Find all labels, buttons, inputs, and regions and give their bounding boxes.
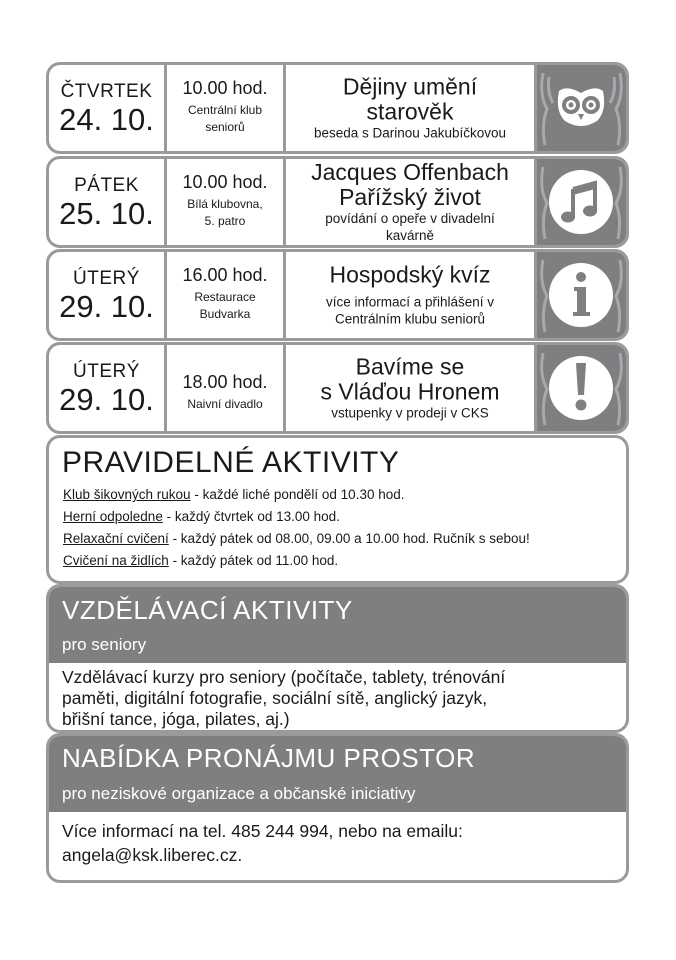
owl-icon <box>537 65 626 151</box>
event-place <box>167 396 283 413</box>
event-description: kavárně <box>385 228 435 243</box>
event-day: PÁTEK <box>74 175 139 196</box>
event-description: povídání o opeře v divadelní <box>325 211 495 226</box>
event-info-cell <box>286 252 537 338</box>
event-day: ČTVRTEK <box>60 81 153 102</box>
event-title-line: s Vláďou Hronem <box>320 378 500 405</box>
activity-name: Klub šikovných rukou <box>63 487 191 502</box>
event-place <box>167 102 283 136</box>
event-icon-cell <box>537 345 626 431</box>
event-title-line: Bavíme se <box>355 353 465 380</box>
event-title-line: Dějiny umění <box>342 73 478 100</box>
event-info-cell <box>286 159 537 245</box>
event-time-cell <box>167 252 286 338</box>
event-place-line: Naivní divadlo <box>187 397 263 411</box>
activity-schedule: - každý pátek od 08.00, 09.00 a 10.00 hod. Ručník s sebou! <box>168 531 530 546</box>
event-time-cell <box>167 159 286 245</box>
event-description: beseda s Darinou Jakubíčkovou <box>313 125 507 141</box>
section-title: VZDĚLÁVACÍ AKTIVITY <box>62 595 353 625</box>
event-date-cell <box>49 345 167 431</box>
event-time: 10.00 hod. <box>182 78 268 98</box>
event-place-line: Centrální klub <box>187 103 263 117</box>
event-info-cell <box>286 65 537 151</box>
event-date-cell <box>49 252 167 338</box>
event-place-line: 5. patro <box>204 214 246 228</box>
exclamation-icon <box>537 345 626 431</box>
section-subtitle: pro neziskové organizace a občanské iniciativy <box>62 784 416 803</box>
body-line: Vzdělávací kurzy pro seniory (počítače, tablety, trénování <box>62 667 506 687</box>
activity-item <box>63 530 530 548</box>
event-icon-cell <box>537 65 626 151</box>
activity-item <box>63 508 340 526</box>
event-place <box>167 196 283 230</box>
section-subtitle: pro seniory <box>62 635 147 654</box>
event-description: více informací a přihlášení v <box>325 294 495 310</box>
event-icon-cell <box>537 159 626 245</box>
section-title: NABÍDKA PRONÁJMU PROSTOR <box>62 743 476 773</box>
activity-item <box>63 552 338 570</box>
event-date: 24. 10. <box>59 102 154 137</box>
event-place <box>167 289 283 323</box>
event-title-line: starověk <box>366 98 454 125</box>
info-icon <box>537 252 626 338</box>
activity-schedule: - každý pátek od 11.00 hod. <box>168 553 339 568</box>
event-card <box>46 156 629 248</box>
event-time-cell <box>167 345 286 431</box>
activity-name: Cvičení na židlích <box>63 553 169 568</box>
section-body <box>62 819 616 867</box>
event-time: 16.00 hod. <box>182 265 268 285</box>
contact-email: angela@ksk.liberec.cz. <box>62 845 243 865</box>
event-title-line: Hospodský kvíz <box>329 261 491 288</box>
event-description: vstupenky v prodeji v CKS <box>331 405 489 421</box>
event-date: 25. 10. <box>59 196 154 231</box>
regular-activities-section <box>46 435 629 584</box>
event-title-line: Pařížský život <box>339 184 481 210</box>
event-card <box>46 249 629 341</box>
event-date: 29. 10. <box>59 382 154 417</box>
event-title-line: Jacques Offenbach <box>311 159 509 185</box>
event-icon-cell <box>537 252 626 338</box>
body-line: Více informací na tel. 485 244 994, nebo na emailu: <box>62 821 463 841</box>
event-place-line: Restaurace <box>194 290 256 304</box>
event-description: Centrálním klubu seniorů <box>334 311 486 327</box>
activity-schedule: - každé liché pondělí od 10.30 hod. <box>190 487 405 502</box>
education-section <box>46 584 629 733</box>
event-place-line: seniorů <box>205 120 245 134</box>
event-date: 29. 10. <box>59 289 154 324</box>
music-note-icon <box>537 159 626 245</box>
body-line: břišní tance, jóga, pilates, aj.) <box>62 709 290 729</box>
section-title: PRAVIDELNÉ AKTIVITY <box>62 446 400 479</box>
rental-offer-section <box>46 733 629 883</box>
event-time-cell <box>167 65 286 151</box>
event-place-line: Bílá klubovna, <box>187 197 263 211</box>
event-time: 18.00 hod. <box>182 372 268 392</box>
event-date-cell <box>49 159 167 245</box>
event-card <box>46 342 629 434</box>
activity-name: Herní odpoledne <box>63 509 163 524</box>
event-time: 10.00 hod. <box>182 172 268 192</box>
body-line: paměti, digitální fotografie, sociální sítě, anglický jazyk, <box>62 688 488 708</box>
event-day: ÚTERÝ <box>73 268 140 289</box>
section-header-band <box>49 736 626 812</box>
activity-item <box>63 486 404 504</box>
section-body <box>62 667 616 730</box>
event-card <box>46 62 629 154</box>
section-header-band <box>49 587 626 663</box>
event-info-cell <box>286 345 537 431</box>
activity-schedule: - každý čtvrtek od 13.00 hod. <box>162 509 340 524</box>
event-place-line: Budvarka <box>199 307 251 321</box>
activity-name: Relaxační cvičení <box>63 531 169 546</box>
event-day: ÚTERÝ <box>73 361 140 382</box>
event-date-cell <box>49 65 167 151</box>
